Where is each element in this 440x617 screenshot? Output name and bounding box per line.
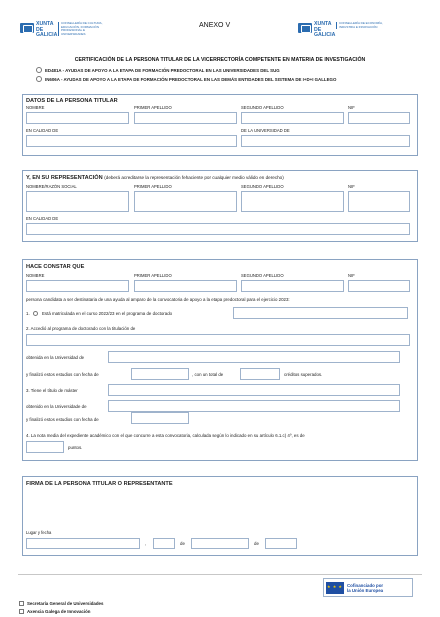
item4-label: 4. La nota media del expediente académico con el que concurre a esta convocatoria, calculada según lo indicado en su artículo 6.1.c) 4º, es de	[26, 433, 305, 438]
footer-divider	[18, 574, 422, 575]
input-en-calidad-de[interactable]	[26, 135, 237, 147]
label-consta-primer-apellido: PRIMER APELLIDO	[134, 273, 172, 278]
label-obtenido-universidade: obtenido en la Universidade de	[26, 404, 87, 409]
item2-label: 2. Accedió al programa de doctorado con la titulación de	[26, 326, 136, 331]
section-representacion-title	[26, 175, 284, 181]
xunta-logo-right	[298, 22, 386, 39]
input-consta-nif[interactable]	[348, 280, 410, 292]
label-obtenida-universidad: obtenida en la Universidad de	[26, 355, 85, 360]
representacion-title-note: (deberá acreditarse la representación fehaciente por cualquier medio válido en derecho)	[104, 175, 284, 180]
label-lugar-fecha: Lugar y fecha	[26, 530, 52, 535]
input-fecha-finalizacion[interactable]	[131, 368, 189, 380]
input-consta-primer-apellido[interactable]	[134, 280, 237, 292]
xunta-logo-left	[20, 22, 108, 39]
input-programa-doctorado[interactable]	[233, 307, 408, 319]
sep-comma: ,	[145, 541, 147, 546]
input-obtenido-universidade[interactable]	[108, 400, 400, 412]
label-consta-nombre: NOMBRE	[26, 273, 45, 278]
xunta-emblem-icon	[20, 23, 34, 33]
label-nombre-razon-social: NOMBRE/RAZÓN SOCIAL	[26, 184, 77, 189]
option-in606a-label: IN606A - AYUDAS DE APOYO A LA ETAPA DE FORMACIÓN PREDOCTORAL EN LAS DEMÁS ENTIDADES DEL SISTEMA DE I+D+I GALLEGO	[45, 76, 337, 82]
label-finalizo-fecha: y finalizó estos estudios con fecha de	[26, 372, 99, 377]
item1-checkbox[interactable]	[33, 311, 38, 316]
logo-left-name: XUNTA DE GALICIA	[36, 21, 58, 38]
input-nif[interactable]	[348, 112, 410, 124]
eu-flag-icon	[326, 582, 344, 594]
option-ed481a-label: ED481A - AYUDAS DE APOYO A LA ETAPA DE FORMACIÓN PREDOCTORAL EN LAS UNIVERSIDADES DEL SUG	[45, 67, 280, 73]
input-titulo-master[interactable]	[108, 384, 400, 396]
eu-cofinanced-logo	[323, 578, 413, 597]
entity-sgu-label: Secretaría General de Universidades	[27, 601, 104, 606]
entity-gain-checkbox[interactable]	[19, 609, 24, 614]
label-puntos: puntos.	[68, 445, 83, 450]
section-consta-title: HACE CONSTAR QUE	[26, 264, 85, 270]
certification-title: CERTIFICACIÓN DE LA PERSONA TITULAR DE LA VICERRECTORÍA COMPETENTE EN MATERIA DE INVESTIGACIÓN	[74, 57, 366, 63]
label-rep-primer-apellido: PRIMER APELLIDO	[134, 184, 172, 189]
input-rep-nombre[interactable]	[26, 191, 129, 212]
input-consta-segundo-apellido[interactable]	[241, 280, 344, 292]
label-rep-en-calidad-de: EN CALIDAD DE	[26, 216, 59, 221]
input-titulacion[interactable]	[26, 334, 410, 346]
input-anio[interactable]	[265, 538, 297, 549]
section-datos-title: DATOS DE LA PERSONA TITULAR	[26, 98, 118, 104]
input-dia[interactable]	[153, 538, 175, 549]
sep-de-2: de	[254, 541, 259, 546]
label-con-total: , con un total de	[192, 372, 224, 377]
input-creditos[interactable]	[240, 368, 280, 380]
label-consta-nif: NIF	[348, 273, 355, 278]
label-nombre: NOMBRE	[26, 105, 45, 110]
input-rep-primer-apellido[interactable]	[134, 191, 237, 212]
input-de-la-universidad[interactable]	[241, 135, 410, 147]
label-creditos: créditos superados.	[284, 372, 323, 377]
input-rep-nif[interactable]	[348, 191, 410, 212]
input-consta-nombre[interactable]	[26, 280, 129, 292]
input-obtenida-universidad[interactable]	[108, 351, 400, 363]
logo-right-name: XUNTA DE GALICIA	[314, 21, 336, 38]
input-nombre[interactable]	[26, 112, 129, 124]
logo-left-text: CONSELLERÍA DE CULTURA, EDUCACIÓN, FORMACIÓN PROFESIONAL E UNIVERSIDADES	[58, 22, 108, 36]
input-primer-apellido[interactable]	[134, 112, 237, 124]
logo-right-text: CONSELLERÍA DE ECONOMÍA, INDUSTRIA E INNOVACIÓN	[336, 22, 386, 29]
sep-de-1: de	[180, 541, 185, 546]
label-rep-nif: NIF	[348, 184, 355, 189]
label-en-calidad-de: EN CALIDAD DE	[26, 128, 59, 133]
eu-cofinanced-text: Cofinanciado por la Unión Europea	[347, 582, 384, 593]
option-in606a-radio[interactable]	[36, 76, 42, 82]
input-segundo-apellido[interactable]	[241, 112, 344, 124]
consta-intro: persona candidata a ser destinataria de una ayuda al amparo de la convocatoria de apoyo a la etapa predoctoral para el ejercicio 2023:	[26, 297, 290, 302]
xunta-emblem-icon	[298, 23, 312, 33]
input-mes[interactable]	[191, 538, 249, 549]
item3-label: 3. Tiene el título de máster	[26, 388, 78, 393]
label-primer-apellido: PRIMER APELLIDO	[134, 105, 172, 110]
input-lugar[interactable]	[26, 538, 140, 549]
option-ed481a-radio[interactable]	[36, 67, 42, 73]
entity-gain-label: Axencia Galega de Innovación	[27, 609, 91, 614]
label-de-la-universidad: DE LA UNIVERSIDAD DE	[241, 128, 290, 133]
page-title: ANEXO V	[199, 22, 231, 29]
input-rep-segundo-apellido[interactable]	[241, 191, 344, 212]
input-nota-media[interactable]	[26, 441, 64, 453]
section-firma-title: FIRMA DE LA PERSONA TITULAR O REPRESENTANTE	[26, 481, 173, 487]
label-rep-segundo-apellido: SEGUNDO APELLIDO	[241, 184, 284, 189]
input-rep-en-calidad-de[interactable]	[26, 223, 410, 235]
representacion-title-text: Y, EN SU REPRESENTACIÓN	[26, 175, 103, 181]
item1-label: Está matriculada en el curso 2022/23 en el programa de doctorado	[42, 311, 173, 316]
item1-number: 1.	[26, 311, 30, 316]
label-finalizo-fecha-master: y finalizó estos estudios con fecha de	[26, 417, 99, 422]
label-consta-segundo-apellido: SEGUNDO APELLIDO	[241, 273, 284, 278]
label-nif: NIF	[348, 105, 355, 110]
entity-sgu-checkbox[interactable]	[19, 601, 24, 606]
input-fecha-master[interactable]	[131, 412, 189, 424]
label-segundo-apellido: SEGUNDO APELLIDO	[241, 105, 284, 110]
